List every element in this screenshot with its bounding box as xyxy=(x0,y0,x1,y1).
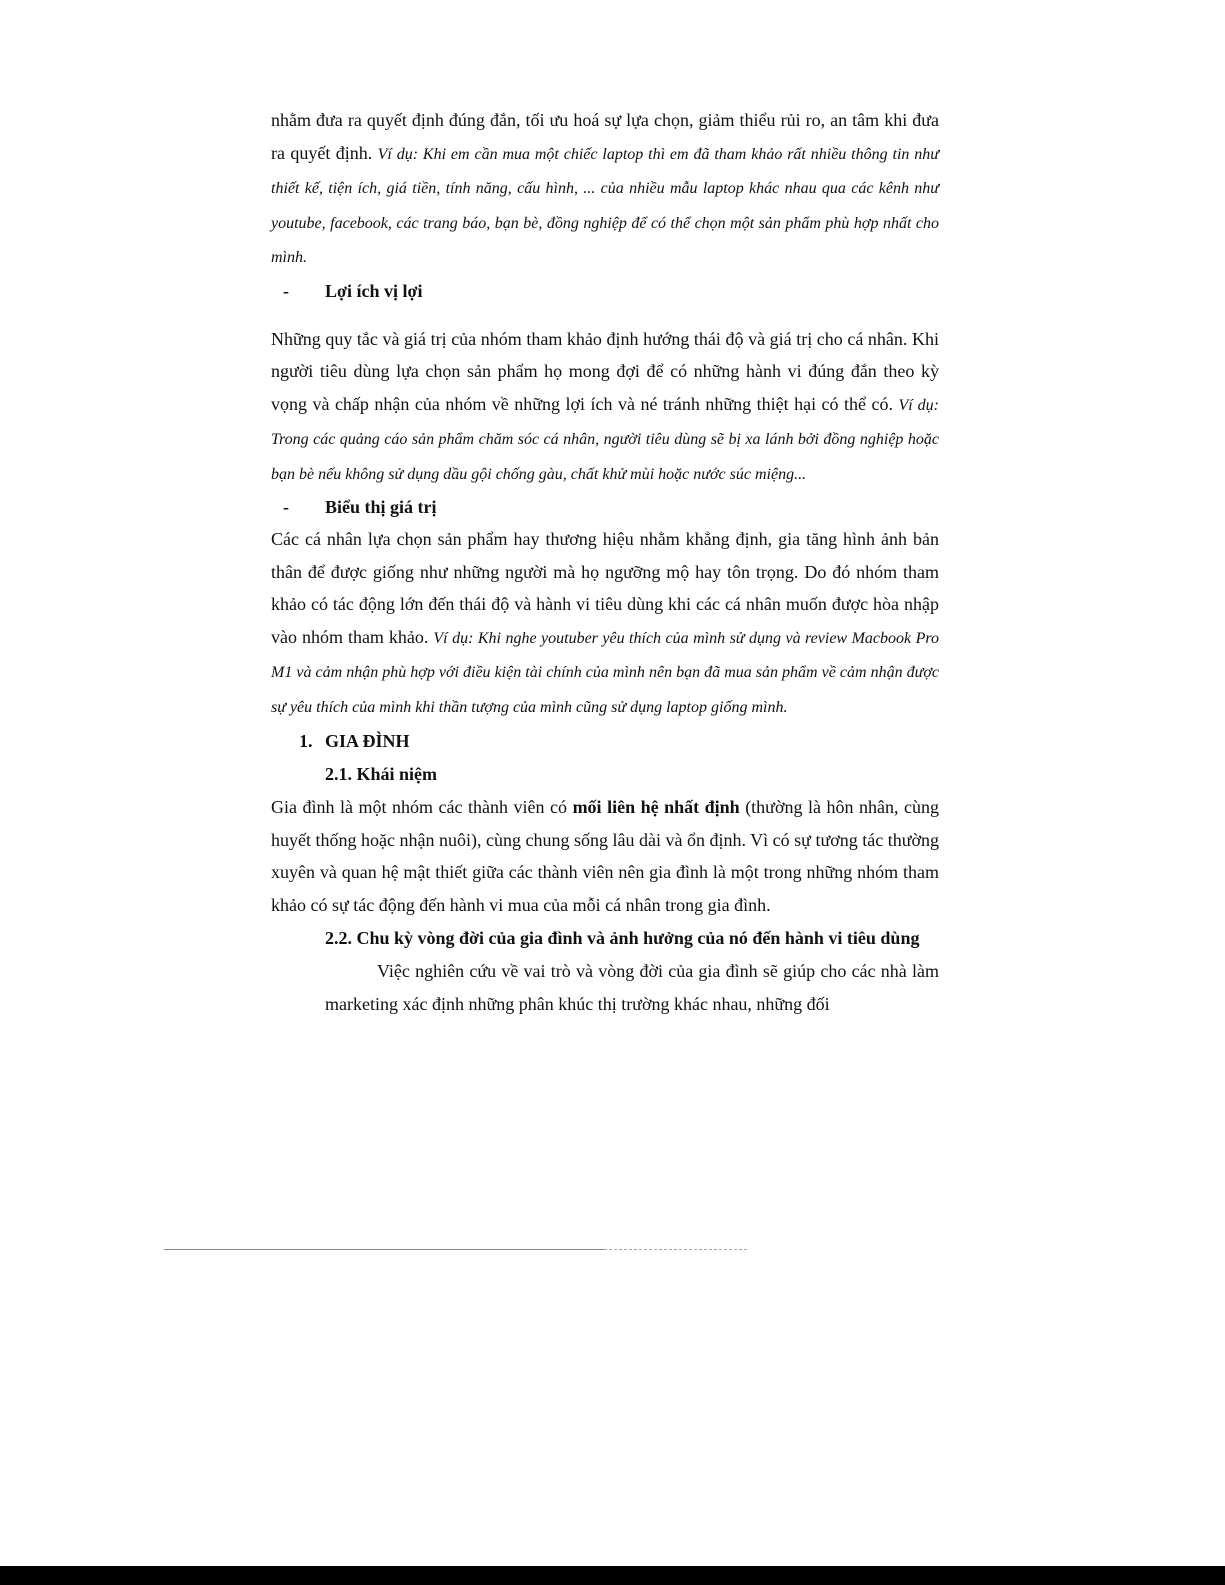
heading-number: 1. xyxy=(299,731,313,751)
bullet-dash: - xyxy=(283,280,289,301)
spacer xyxy=(271,307,939,323)
paragraph-text: nhằm đưa ra quyết định đúng đắn, tối ưu hoá sự lựa chọn, giảm thiểu rủi ro, an tâm khi đưa ra quyết định. xyxy=(271,110,939,163)
bullet-title: Biểu thị giá trị xyxy=(325,497,437,517)
paragraph-lifecycle: Việc nghiên cứu về vai trò và vòng đời của gia đình sẽ giúp cho các nhà làm marketing xác định những phân khúc thị trường khác nhau, những đối xyxy=(325,961,939,1014)
page-content xyxy=(271,104,939,1020)
heading-lifecycle: 2.2. Chu kỳ vòng đời của gia đình và ảnh hưởng của nó đến hành vi tiêu dùng xyxy=(325,928,920,948)
bullet-dash: - xyxy=(283,497,289,517)
bullet-heading-utilitarian xyxy=(271,275,939,307)
heading-family xyxy=(271,724,939,758)
paragraph-text: Những quy tắc và giá trị của nhóm tham khảo định hướng thái độ và giá trị cho cá nhân. Khi người tiêu dùng lựa chọn sản phẩm họ mong đợi để có những hành vi đúng đắn theo kỳ vọng và chấp nhận của nhóm về những lợi ích và né tránh những thiệt hại có thể có. xyxy=(271,328,939,414)
paragraph-text: Gia đình là một nhóm các thành viên có xyxy=(271,797,573,817)
heading-title: GIA ĐÌNH xyxy=(325,731,410,751)
heading-concept: 2.1. Khái niệm xyxy=(325,764,438,784)
paragraph-text: Các cá nhân lựa chọn sản phẩm hay thương hiệu nhằm khẳng định, gia tăng hình ảnh bản thân để được giống như những người mà họ ngưỡng mộ hay tôn trọng. Do đó nhóm tham khảo có tác động lớn đến thái độ và hành vi tiêu dùng khi các cá nhân muốn được hòa nhập vào nhóm tham khảo. xyxy=(271,529,939,647)
example-text: Ví dụ: Khi em cần mua một chiếc laptop thì em đã tham khảo rất nhiều thông tin như thiết kế, tiện ích, giá tiền, tính năng, cấu hình, ... của nhiều mẫu laptop khác nhau qua các kênh như youtube, facebook, các trang báo, bạn bè, đồng nghiệp để có thể chọn một sản phẩm phù hợp nhất cho mình. xyxy=(271,145,940,266)
bullet-title: Lợi ích vị lợi xyxy=(325,280,423,301)
paragraph-intro xyxy=(271,104,939,275)
footnote-separator-faint xyxy=(604,1249,747,1250)
bottom-edge-bar xyxy=(0,1566,1225,1585)
paragraph-text: (thường là hôn nhân, cùng huyết thống hoặc nhận nuôi), cùng chung sống lâu dài và ổn định. Vì có sự tương tác thường xuyên và quan hệ mật thiết giữa các thành viên nên gia đình là một trong những nhóm tham khảo có sự tác động đến hành vi mua của mỗi cá nhân trong gia đình. xyxy=(271,797,939,915)
example-text: Ví dụ: Khi nghe youtuber yêu thích của mình sử dụng và review Macbook Pro M1 và cảm nhận phù hợp với điều kiện tài chính của mình nên bạn đã mua sản phẩm về cảm nhận được sự yêu thích của mình khi thần tượng của mình cũng sử dụng laptop giống mình. xyxy=(271,629,939,716)
example-text: Ví dụ: Trong các quảng cáo sản phẩm chăm sóc cá nhân, người tiêu dùng sẽ bị xa lánh bởi đồng nghiệp hoặc bạn bè nếu không sử dụng dầu gội chống gàu, chất khử mùi hoặc nước súc miệng... xyxy=(271,396,939,483)
bold-term: mối liên hệ nhất định xyxy=(572,797,740,817)
paragraph-benefit xyxy=(271,323,939,492)
paragraph-value xyxy=(271,523,939,724)
bullet-heading-value-expressive xyxy=(271,491,939,523)
footnote-separator xyxy=(164,1249,604,1250)
paragraph-family xyxy=(271,791,939,921)
